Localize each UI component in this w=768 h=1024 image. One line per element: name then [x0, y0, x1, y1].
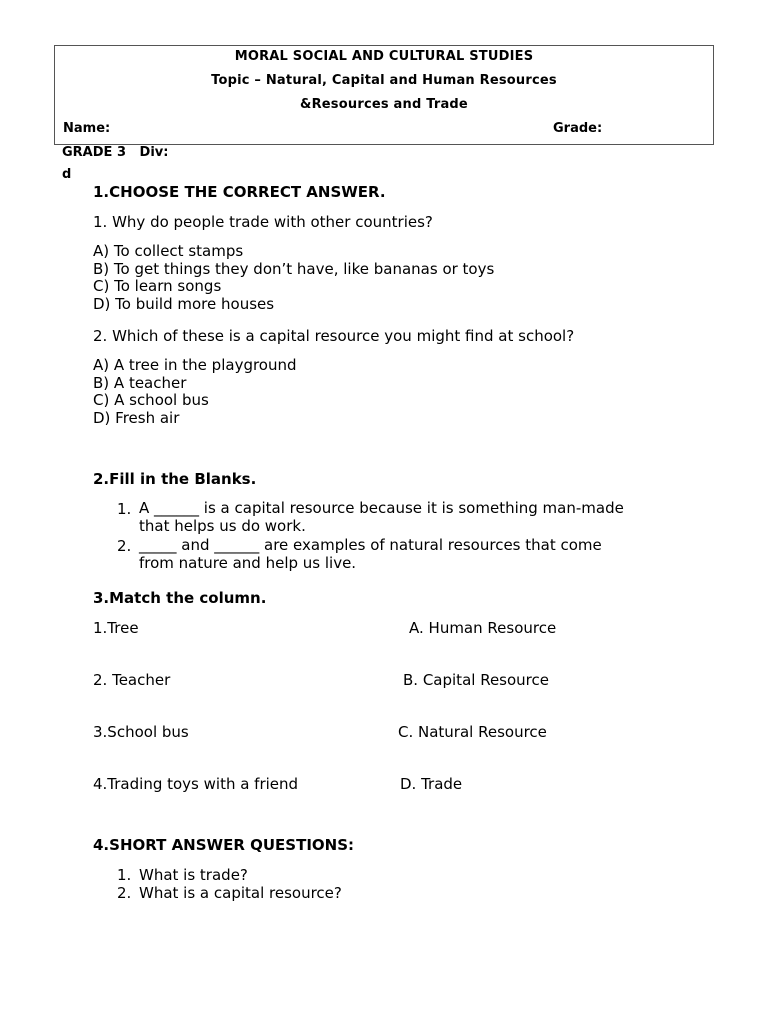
- name-label: Name:: [63, 121, 111, 136]
- match-right-item: C. Natural Resource: [398, 723, 547, 741]
- match-left-item: 3.School bus: [93, 723, 189, 741]
- grade-div-label: GRADE 3 Div:: [62, 145, 169, 160]
- topic-line-2: &Resources and Trade: [300, 97, 468, 112]
- list-number: 1.: [117, 866, 132, 884]
- section2-heading: 2.Fill in the Blanks.: [93, 470, 257, 488]
- list-number: 2.: [117, 537, 132, 555]
- grade-label: Grade:: [553, 121, 603, 136]
- section1-heading: 1.CHOOSE THE CORRECT ANSWER.: [93, 183, 386, 201]
- option-a: A) A tree in the playground: [93, 356, 297, 374]
- topic-line-1: Topic – Natural, Capital and Human Resources: [211, 73, 557, 88]
- short-answer-question: What is trade?: [139, 866, 248, 884]
- option-b: B) To get things they don’t have, like bananas or toys: [93, 259, 495, 278]
- question-1-options: [93, 243, 494, 313]
- list-number: 2.: [117, 884, 132, 902]
- question-2: 2. Which of these is a capital resource you might find at school?: [93, 327, 575, 345]
- stray-character: d: [62, 167, 72, 182]
- option-d: D) Fresh air: [93, 408, 180, 427]
- question-2-options: [93, 357, 297, 427]
- section4-heading: 4.SHORT ANSWER QUESTIONS:: [93, 836, 355, 854]
- match-right-item: B. Capital Resource: [403, 671, 549, 689]
- match-right-item: D. Trade: [400, 775, 463, 793]
- worksheet-header: [54, 45, 714, 145]
- worksheet-title: MORAL SOCIAL AND CULTURAL STUDIES: [234, 49, 534, 64]
- match-right-item: A. Human Resource: [409, 619, 557, 637]
- fill-blank-line: _____ and ______ are examples of natural resources that come: [139, 536, 602, 554]
- fill-blank-text: [139, 537, 602, 572]
- section3-heading: 3.Match the column.: [93, 589, 267, 607]
- option-c: C) To learn songs: [93, 277, 222, 295]
- fill-blank-line: from nature and help us live.: [139, 553, 357, 572]
- fill-blank-line: A ______ is a capital resource because it is something man-made: [139, 499, 624, 517]
- option-b: B) A teacher: [93, 373, 187, 392]
- match-left-item: 1.Tree: [93, 619, 139, 637]
- option-a: A) To collect stamps: [93, 242, 244, 260]
- short-answer-question: What is a capital resource?: [139, 884, 342, 902]
- fill-blank-text: [139, 500, 624, 535]
- match-left-item: 2. Teacher: [93, 671, 171, 689]
- question-1: 1. Why do people trade with other countries?: [93, 213, 433, 231]
- option-c: C) A school bus: [93, 391, 209, 409]
- option-d: D) To build more houses: [93, 294, 275, 313]
- list-number: 1.: [117, 500, 132, 518]
- match-left-item: 4.Trading toys with a friend: [93, 775, 299, 793]
- fill-blank-line: that helps us do work.: [139, 516, 306, 535]
